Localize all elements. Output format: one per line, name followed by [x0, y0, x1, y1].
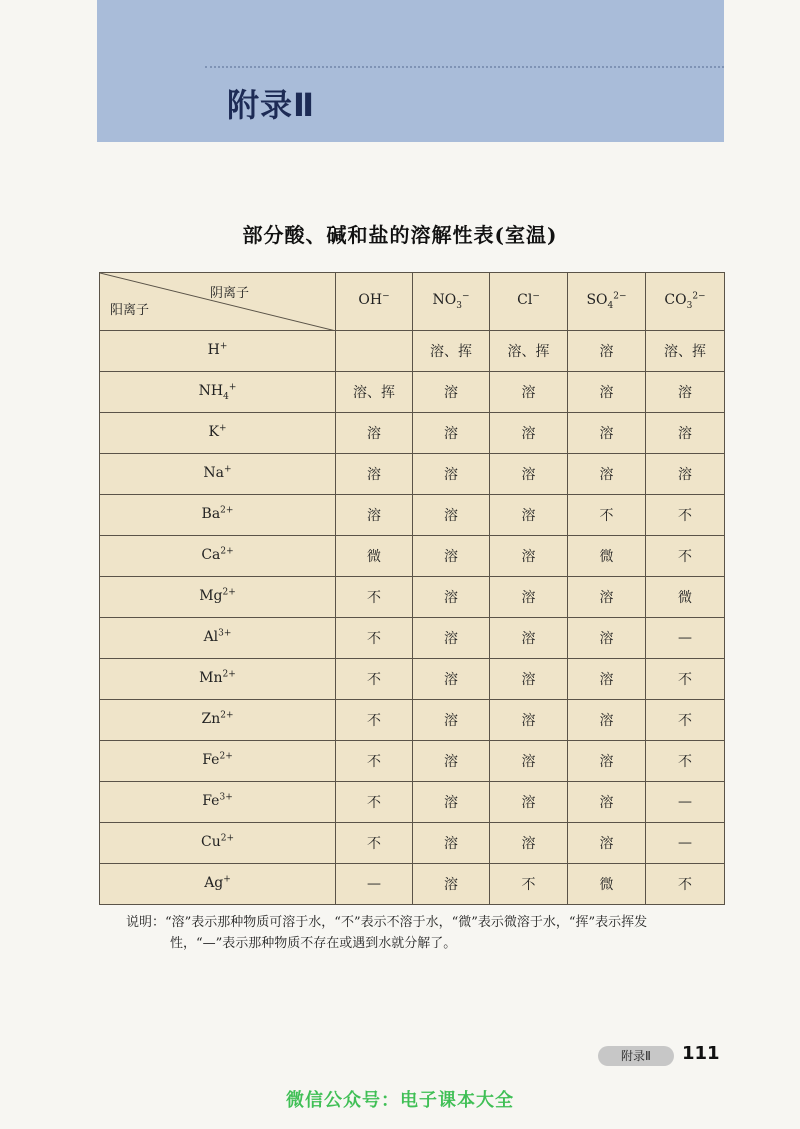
solubility-cell: 溶: [568, 741, 646, 782]
solubility-cell: 不: [490, 864, 568, 905]
ion-charge: 2+: [222, 669, 236, 680]
solubility-cell: 溶: [568, 454, 646, 495]
solubility-cell: 微: [646, 577, 725, 618]
cation-header-cell: [100, 741, 336, 782]
solubility-cell: 溶: [490, 700, 568, 741]
ion-symbol: SO: [586, 292, 608, 309]
cation-header-cell: [100, 864, 336, 905]
solubility-cell: 溶: [490, 741, 568, 782]
page-number: 111: [682, 1043, 720, 1064]
anion-formula: [358, 292, 389, 308]
solubility-cell: 溶: [646, 413, 725, 454]
cation-formula: [202, 793, 233, 809]
solubility-cell: 不: [646, 741, 725, 782]
ion-subscript: 4: [223, 391, 229, 402]
solubility-cell: 溶: [413, 700, 490, 741]
solubility-cell: 溶: [568, 413, 646, 454]
ion-charge: −: [532, 291, 540, 302]
solubility-cell: 溶: [568, 782, 646, 823]
solubility-cell: 溶、挥: [646, 331, 725, 372]
cation-formula: [202, 506, 234, 522]
cation-header-cell: [100, 413, 336, 454]
solubility-cell: 溶: [490, 413, 568, 454]
chapter-title: 附录Ⅱ: [227, 86, 316, 124]
cation-header-cell: [100, 618, 336, 659]
anion-header-cell: [490, 273, 568, 331]
cation-formula: [201, 547, 233, 563]
ion-subscript: 3: [686, 301, 693, 312]
solubility-cell: 不: [646, 536, 725, 577]
note-line-1: 说明：“溶”表示那种物质可溶于水，“不”表示不溶于水，“微”表示微溶于水，“挥”表示挥发: [126, 915, 648, 930]
ion-charge: 2+: [222, 587, 236, 598]
solubility-cell: 溶: [568, 331, 646, 372]
solubility-cell: 溶: [646, 372, 725, 413]
solubility-cell: 不: [336, 782, 413, 823]
chapter-header-band: [97, 0, 724, 142]
cation-header-cell: [100, 454, 336, 495]
solubility-cell: —: [336, 864, 413, 905]
ion-charge: +: [228, 382, 237, 393]
anion-axis-label: 阴离子: [209, 286, 249, 301]
anion-formula: [517, 292, 540, 308]
solubility-cell: 溶: [490, 618, 568, 659]
ion-symbol: Al: [203, 628, 219, 645]
solubility-cell: 不: [336, 700, 413, 741]
table-row: [100, 413, 725, 454]
solubility-cell: 溶: [568, 659, 646, 700]
solubility-cell: 溶: [568, 823, 646, 864]
cation-header-cell: [100, 823, 336, 864]
solubility-table-container: [99, 272, 724, 904]
solubility-cell: 溶: [413, 782, 490, 823]
cation-formula: [208, 342, 228, 358]
table-row: [100, 864, 725, 905]
table-row: [100, 700, 725, 741]
table-row: [100, 331, 725, 372]
ion-charge: +: [224, 464, 232, 475]
cation-formula: [202, 752, 233, 768]
solubility-cell: 微: [336, 536, 413, 577]
solubility-cell: 溶: [336, 413, 413, 454]
header-dotted-divider: [205, 66, 724, 68]
ion-charge: 2+: [220, 546, 234, 557]
anion-header-cell: [336, 273, 413, 331]
solubility-cell: 溶: [413, 536, 490, 577]
cation-header-cell: [100, 495, 336, 536]
table-title: 部分酸、碱和盐的溶解性表(室温): [242, 223, 558, 247]
table-row: [100, 454, 725, 495]
solubility-cell: 溶: [490, 372, 568, 413]
cation-formula: [203, 465, 231, 481]
solubility-cell: 溶: [568, 618, 646, 659]
ion-charge: 2+: [220, 710, 234, 721]
watermark-text: 微信公众号：电子课本大全: [286, 1090, 514, 1111]
solubility-cell: 溶: [490, 454, 568, 495]
anion-header-cell: [646, 273, 725, 331]
solubility-cell: 溶: [413, 864, 490, 905]
cation-header-cell: [100, 659, 336, 700]
solubility-cell: 微: [568, 536, 646, 577]
cation-formula: [199, 670, 236, 686]
cation-formula: [201, 834, 234, 850]
table-row: [100, 782, 725, 823]
solubility-cell: 不: [568, 495, 646, 536]
ion-symbol: Zn: [201, 710, 221, 727]
solubility-cell: 溶: [336, 454, 413, 495]
cation-formula: [204, 629, 232, 645]
solubility-cell: 不: [336, 618, 413, 659]
solubility-cell: 溶: [413, 618, 490, 659]
ion-symbol: K: [208, 423, 219, 440]
cation-axis-label: 阳离子: [110, 303, 150, 318]
solubility-cell: 不: [646, 700, 725, 741]
table-row: [100, 536, 725, 577]
anion-formula: [432, 291, 470, 312]
corner-header-cell: [100, 273, 336, 331]
ion-symbol: Cl: [517, 292, 533, 309]
table-row: [100, 741, 725, 782]
table-row: [100, 577, 725, 618]
ion-subscript: 3: [456, 301, 462, 312]
solubility-cell: 溶: [490, 659, 568, 700]
solubility-cell: 溶: [413, 741, 490, 782]
ion-symbol: Fe: [202, 792, 220, 809]
table-header-row: [100, 273, 725, 331]
ion-charge: +: [223, 874, 231, 885]
cation-formula: [198, 382, 237, 402]
ion-charge: 3+: [218, 628, 232, 639]
solubility-cell: 溶: [413, 577, 490, 618]
solubility-cell: 溶: [336, 495, 413, 536]
solubility-cell: 溶: [413, 372, 490, 413]
ion-charge: −: [461, 291, 470, 302]
note-line-2: 性，“—”表示那种物质不存在或遇到水就分解了。: [170, 936, 457, 951]
cation-formula: [201, 711, 233, 727]
solubility-cell: 不: [646, 495, 725, 536]
ion-symbol: Ba: [201, 505, 221, 522]
ion-symbol: Na: [203, 464, 225, 481]
ion-charge: +: [219, 341, 228, 352]
solubility-cell: 不: [646, 864, 725, 905]
ion-charge: 3+: [219, 792, 233, 803]
ion-symbol: Cu: [200, 833, 221, 850]
anion-formula: [664, 291, 706, 312]
solubility-cell: 溶: [568, 372, 646, 413]
solubility-cell: —: [646, 782, 725, 823]
ion-symbol: CO: [664, 292, 687, 309]
solubility-cell: —: [646, 823, 725, 864]
solubility-cell: 溶: [413, 823, 490, 864]
cation-header-cell: [100, 782, 336, 823]
footer-section-badge: 附录Ⅱ: [598, 1046, 674, 1066]
ion-charge: 2+: [220, 833, 234, 844]
solubility-cell: 不: [336, 823, 413, 864]
solubility-cell: 溶: [646, 454, 725, 495]
solubility-cell: 溶: [413, 413, 490, 454]
solubility-cell: 溶、挥: [336, 372, 413, 413]
ion-charge: 2−: [692, 291, 706, 302]
cation-header-cell: [100, 331, 336, 372]
cation-header-cell: [100, 536, 336, 577]
cation-formula: [208, 424, 226, 440]
ion-symbol: Ag: [204, 874, 224, 891]
solubility-cell: 溶: [490, 495, 568, 536]
cation-header-cell: [100, 700, 336, 741]
ion-symbol: Ca: [201, 546, 221, 563]
solubility-cell: 溶: [413, 495, 490, 536]
solubility-cell: 不: [646, 659, 725, 700]
ion-symbol: OH: [358, 292, 383, 309]
ion-charge: 2+: [220, 505, 234, 516]
table-row: [100, 823, 725, 864]
solubility-cell: 溶: [490, 823, 568, 864]
anion-header-cell: [413, 273, 490, 331]
solubility-cell: 溶: [413, 454, 490, 495]
ion-symbol: NO: [432, 292, 457, 309]
ion-subscript: 4: [607, 301, 614, 312]
anion-header-cell: [568, 273, 646, 331]
ion-symbol: Mn: [199, 669, 223, 686]
cation-header-cell: [100, 372, 336, 413]
cation-formula: [204, 875, 231, 891]
solubility-cell: 微: [568, 864, 646, 905]
table-row: [100, 372, 725, 413]
solubility-cell: 不: [336, 741, 413, 782]
solubility-cell: 溶: [490, 577, 568, 618]
ion-charge: −: [382, 291, 390, 302]
solubility-cell: 不: [336, 577, 413, 618]
table-row: [100, 618, 725, 659]
cation-header-cell: [100, 577, 336, 618]
solubility-cell: 溶、挥: [490, 331, 568, 372]
solubility-cell: 溶: [568, 700, 646, 741]
cation-formula: [199, 588, 236, 604]
table-row: [100, 495, 725, 536]
table-note: [126, 912, 726, 954]
table-row: [100, 659, 725, 700]
ion-charge: +: [218, 423, 227, 434]
solubility-cell: 溶: [413, 659, 490, 700]
solubility-cell: —: [646, 618, 725, 659]
solubility-cell: [336, 331, 413, 372]
ion-charge: 2−: [613, 291, 627, 302]
solubility-cell: 溶: [490, 536, 568, 577]
ion-symbol: NH: [198, 382, 224, 399]
ion-symbol: Fe: [202, 751, 220, 768]
ion-charge: 2+: [219, 751, 233, 762]
solubility-cell: 不: [336, 659, 413, 700]
anion-formula: [586, 291, 627, 312]
ion-symbol: H: [207, 341, 220, 358]
solubility-cell: 溶: [490, 782, 568, 823]
solubility-cell: 溶: [568, 577, 646, 618]
ion-symbol: Mg: [199, 587, 223, 604]
solubility-cell: 溶、挥: [413, 331, 490, 372]
solubility-table: [99, 272, 725, 905]
